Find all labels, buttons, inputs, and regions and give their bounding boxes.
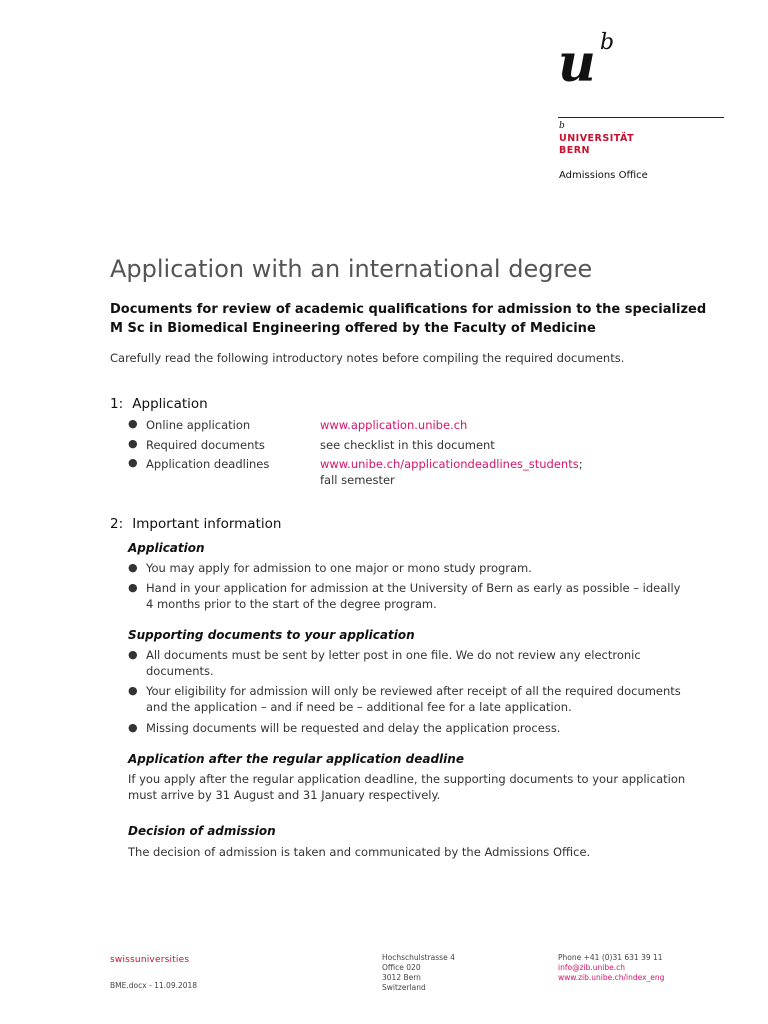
list-item: [128, 720, 688, 736]
phone-number: Phone +41 (0)31 631 39 11: [558, 953, 663, 962]
list-item: [128, 647, 688, 679]
subtitle-line2: M Sc in Biomedical Engineering offered by the Faculty of Medicine: [110, 321, 596, 336]
bullet-icon: ●: [128, 437, 138, 450]
bullet-text: All documents must be sent by letter post in one file. We do not review any electronic documents.: [146, 648, 641, 678]
online-application-link[interactable]: www.application.unibe.ch: [320, 418, 468, 432]
office-name: Admissions Office: [559, 170, 648, 181]
subheading-late: Application after the regular application deadline: [128, 752, 464, 766]
bullet-text: Hand in your application for admission at the University of Bern as early as possible – ideally 4 months prior to the start of the degree program.: [146, 581, 681, 611]
logo-u: u: [558, 33, 596, 94]
decision-text: The decision of admission is taken and communicated by the Admissions Office.: [128, 845, 591, 859]
swiss-logo-part1: swissuniversi: [110, 955, 173, 965]
website-link[interactable]: www.zib.unibe.ch/index_eng: [558, 973, 665, 982]
address-line: Switzerland: [382, 983, 426, 992]
logo-university: UNIVERSITÄT: [559, 133, 635, 144]
footer-contact: [558, 953, 664, 983]
email-link[interactable]: info@zib.unibe.ch: [558, 963, 625, 972]
bullet-icon: ●: [128, 417, 138, 430]
address-line: Hochschulstrasse 4: [382, 953, 455, 962]
intro-text: Carefully read the following introductory notes before compiling the required documents.: [110, 351, 625, 365]
logo-city: BERN: [559, 145, 590, 156]
page-title: Application with an international degree: [110, 255, 593, 283]
subtitle-line1: Documents for review of academic qualifications for admission to the specialized: [110, 302, 707, 317]
row-value-line2: fall semester: [320, 473, 395, 487]
bullet-icon: ●: [128, 684, 138, 697]
row-value: [320, 456, 583, 472]
section2-title: Important information: [132, 516, 282, 532]
bullet-text: Your eligibility for admission will only be reviewed after receipt of all the required documents and the application – and if need be – additional fee for a late application.: [146, 684, 681, 714]
document-reference: BME.docx - 11.09.2018: [110, 981, 198, 990]
logo-b: b: [600, 30, 615, 55]
bullet-text: Missing documents will be requested and delay the application process.: [146, 721, 561, 735]
bullet-icon: ●: [128, 561, 138, 574]
logo-small-b: b: [559, 121, 565, 131]
section1-title: Application: [132, 396, 208, 412]
list-item: [128, 560, 688, 576]
list-item: [128, 580, 688, 612]
footer-address: [382, 953, 455, 993]
section2-number: 2:: [110, 516, 124, 532]
section1-heading: [110, 396, 208, 412]
swissuniversities-logo: [110, 955, 189, 965]
late-text: If you apply after the regular application deadline, the supporting documents to your application must arrive by 31 August and 31 January respectively.: [128, 772, 686, 802]
subheading-application: Application: [128, 541, 205, 555]
subtitle: [110, 300, 710, 338]
row-label: Required documents: [146, 438, 265, 452]
section2-heading: [110, 516, 281, 532]
bullet-text: You may apply for admission to one major or mono study program.: [146, 561, 532, 575]
address-line: 3012 Bern: [382, 973, 421, 982]
row-value: see checklist in this document: [320, 438, 495, 452]
section1-number: 1:: [110, 396, 124, 412]
subheading-decision: Decision of admission: [128, 824, 276, 838]
swiss-logo-part2: ties: [172, 955, 190, 965]
bullet-icon: ●: [128, 456, 138, 469]
subheading-supporting: Supporting documents to your application: [128, 628, 415, 642]
address-line: Office 020: [382, 963, 421, 972]
row-label: Online application: [146, 418, 251, 432]
deadlines-link[interactable]: www.unibe.ch/applicationdeadlines_students: [320, 457, 579, 471]
bullet-icon: ●: [128, 721, 138, 734]
row-label: Application deadlines: [146, 457, 270, 471]
list-item: [128, 683, 688, 715]
deadlines-suffix: ;: [578, 457, 583, 471]
logo-divider: [558, 117, 724, 118]
bullet-icon: ●: [128, 581, 138, 594]
bullet-icon: ●: [128, 648, 138, 661]
